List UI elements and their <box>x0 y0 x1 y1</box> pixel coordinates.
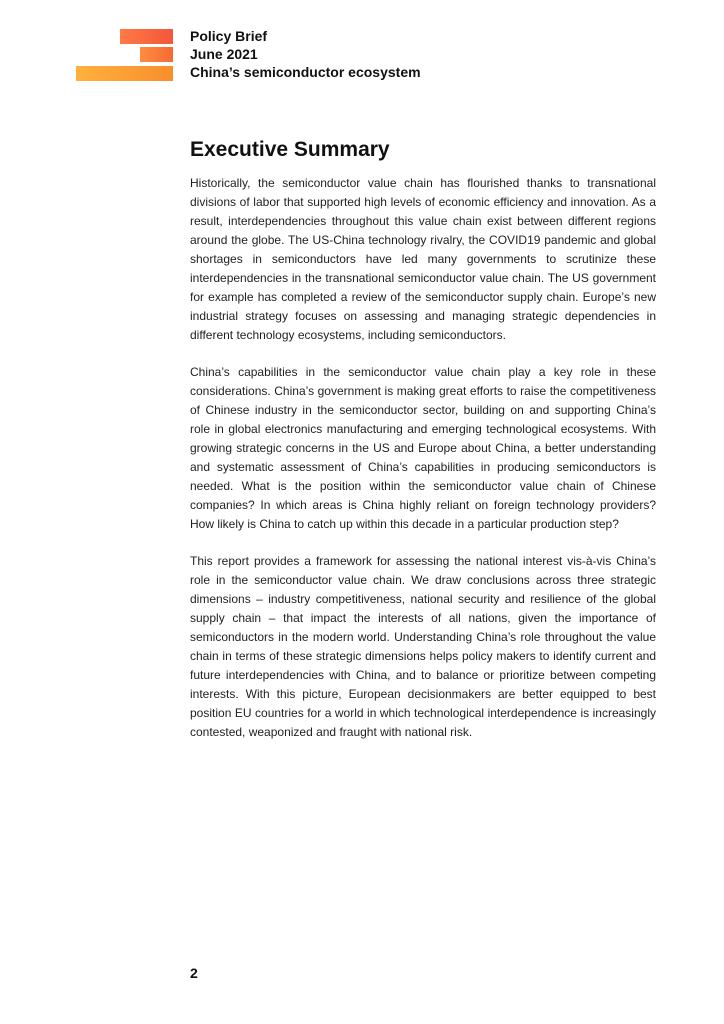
brand-bar-top <box>120 29 173 44</box>
body-paragraph-1: Historically, the semiconductor value chain has flourished thanks to transnational divisions of labor that supported high levels of economic efficiency and innovation. As a result, interdependencies throughout this value chain exist between different regions around the globe. The US-China technology rivalry, the COVID19 pandemic and global shortages in semiconductors have led many governments to scrutinize these interdependencies in the transnational semiconductor value chain. The US government for example has completed a review of the semiconductor supply chain. Europe’s new industrial strategy focuses on assessing and managing strategic dependencies in different technology ecosystems, including semiconductors. <box>190 176 656 342</box>
header-document-title: China’s semiconductor ecosystem <box>190 64 421 80</box>
header-document-type: Policy Brief <box>190 28 268 44</box>
body-paragraph-3: This report provides a framework for assessing the national interest vis-à-vis China’s role in the semiconductor value chain. We draw conclusions across three strategic dimensions – industry competitiveness, national security and resilience of the global supply chain – that impact the interests of all nations, given the importance of semiconductors in the modern world. Understanding China’s role throughout the value chain in terms of these strategic dimensions helps policy makers to identify current and future interdependencies with China, and to balance or prioritize between competing interests. With this picture, European decisionmakers are better equipped to best position EU countries for a world in which technological interdependence is increasingly contested, weaponized and fraught with national risk. <box>190 554 656 739</box>
section-body <box>190 174 656 760</box>
document-header <box>190 27 620 81</box>
brand-bar-middle <box>140 47 173 62</box>
header-date: June 2021 <box>190 46 258 62</box>
page-number: 2 <box>190 965 198 981</box>
brand-bar-bottom <box>76 66 173 81</box>
body-paragraph-2: China’s capabilities in the semiconductor value chain play a key role in these considerations. China’s government is making great efforts to raise the competitiveness of Chinese industry in the semiconductor sector, building on and supporting China’s role in global electronics manufacturing and emerging technological ecosystems. With growing strategic concerns in the US and Europe about China, a better understanding and systematic assessment of China’s capabilities in producing semiconductors is needed. What is the position within the semiconductor value chain of Chinese companies? In which areas is China highly reliant on foreign technology providers? How likely is China to catch up within this decade in a particular production step? <box>190 365 656 531</box>
section-title: Executive Summary <box>190 138 390 161</box>
